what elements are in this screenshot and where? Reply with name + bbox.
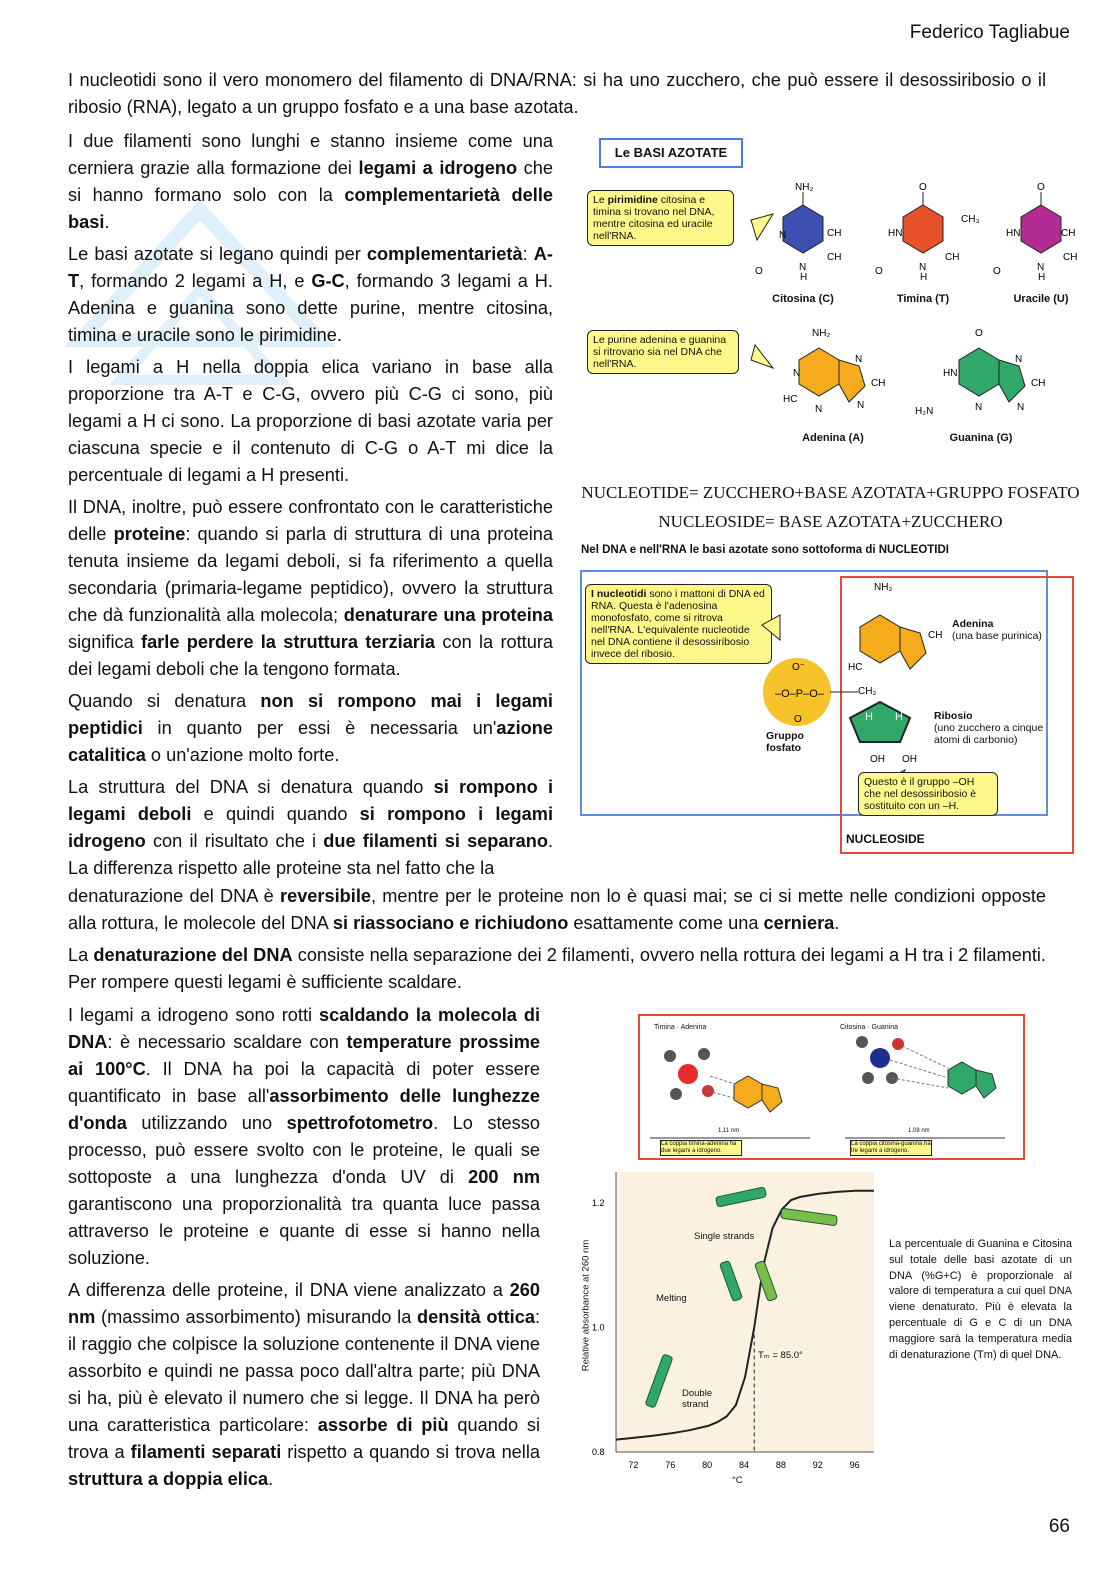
nucleotide-definition: NUCLEOTIDE= ZUCCHERO+BASE AZOTATA+GRUPPO FOSFATO — [581, 483, 1080, 502]
left-column-bottom — [68, 1002, 540, 1498]
label-phosphate: Gruppo fosfato — [766, 730, 804, 754]
x-tick-label: 76 — [665, 1460, 676, 1470]
x-tick-label: 72 — [628, 1460, 639, 1470]
figure-nitrogen-bases — [583, 130, 1083, 460]
svg-text:O⁻: O⁻ — [792, 662, 806, 673]
label-c-g: Citosina · Guanina — [840, 1024, 898, 1031]
svg-text:H: H — [1038, 272, 1046, 283]
svg-text:N: N — [857, 400, 865, 411]
svg-text:NH₂: NH₂ — [795, 182, 814, 193]
callout-nucleotides: I nucleotidi sono i mattoni di DNA ed RNA. Questa è l'adenosina monofosfato, come si ritrova nell'RNA. L'equivalente nucleotide nel DNA contiene il desossiribosio invece del ribosio. — [585, 584, 772, 664]
adenine-molecule — [783, 328, 885, 415]
y-tick-label: 1.2 — [592, 1198, 605, 1209]
svg-text:CH₃: CH₃ — [961, 214, 980, 225]
label-uracil: Uracile (U) — [1013, 293, 1069, 305]
svg-text:HN: HN — [943, 368, 958, 379]
svg-text:N: N — [855, 354, 863, 365]
caption-t-a: La coppia timina-adenina ha due legami a idrogeno. — [660, 1140, 742, 1156]
svg-text:CH: CH — [945, 252, 960, 263]
svg-text:N: N — [1015, 354, 1023, 365]
svg-text:N: N — [975, 402, 983, 413]
svg-text:N: N — [1037, 262, 1045, 273]
paragraph-3: I legami a H nella doppia elica variano in base alla proporzione tra A-T e C-G, ovvero più C-G ci sono, più legami a H ci sono. La proporzione di basi azotate varia per ciascuna specie e il contenuto di C-G o A-T mi dice la percentuale di legami a H presenti. — [68, 357, 553, 485]
x-tick-label: 80 — [702, 1460, 713, 1470]
svg-text:N: N — [779, 230, 787, 241]
distance-t-a: 1,11 nm — [718, 1128, 740, 1134]
svg-text:N: N — [1017, 402, 1025, 413]
svg-text:N: N — [919, 262, 927, 273]
svg-text:NH₂: NH₂ — [874, 582, 893, 593]
paragraph-8: I legami a idrogeno sono rotti scaldando la molecola di DNA: è necessario scaldare con temperature prossime ai 100°C. Il DNA ha poi la capacità di poter essere quantificato in base all'assorbimento delle lunghezze d'onda utilizzando uno spettrofotometro. Lo stesso processo, può essere svolto con le proteine, le quali se sottoposte a una lunghezza d'onda UV di 200 nm garantiscono una proporzionalità tra quanta luce passa attraverso le proteine e quante di esse si hanno nella soluzione. — [68, 1005, 540, 1268]
x-tick-label: 88 — [775, 1460, 786, 1470]
nucleotide-adenine — [848, 582, 942, 673]
uracil-molecule — [993, 182, 1077, 283]
paragraph-7: La denaturazione del DNA consiste nella separazione dei 2 filamenti, ovvero nella rottura dei legami a H tra i 2 filamenti. Per rompere questi legami è sufficiente scaldare. — [68, 945, 1046, 992]
svg-text:N: N — [815, 404, 823, 415]
nucleoside-definition: NUCLEOSIDE= BASE AZOTATA+ZUCCHERO — [658, 512, 1003, 531]
label-adenine-base: Adenina (una base purinica) — [952, 618, 1042, 642]
y-tick-label: 0.8 — [592, 1447, 605, 1457]
nucleotide-definitions — [563, 478, 1098, 536]
svg-text:CH: CH — [871, 378, 886, 389]
callout-pyrimidines: Le pirimidine citosina e timina si trovano nel DNA, mentre citosina ed uracile nell'RNA. — [587, 190, 734, 246]
label-thymine: Timina (T) — [896, 293, 950, 305]
svg-text:–O–P–O–: –O–P–O– — [775, 688, 824, 700]
label-guanine: Guanina (G) — [949, 432, 1013, 444]
paragraph-6-continued: denaturazione del DNA è reversibile, mentre per le proteine non lo è quasi mai; se ci si mette nelle condizioni opposte alla rottura, le molecole del DNA si riassociano e richiudono esattamente come una cerniera. — [68, 886, 1046, 933]
svg-text:HN: HN — [1006, 228, 1021, 239]
svg-text:N: N — [793, 368, 801, 379]
svg-text:CH: CH — [1061, 228, 1076, 239]
callout-purines: Le purine adenina e guanina si ritrovano sia nel DNA che nell'RNA. — [587, 330, 739, 374]
plot-background — [616, 1172, 874, 1452]
y-axis-label: Relative absorbance at 260 nm — [580, 1239, 592, 1372]
paragraph-4: Il DNA, inoltre, può essere confrontato con le caratteristiche delle proteine: quando si parla di struttura di una proteina tenuta insieme da legami deboli, si fa riferimento a quella secondaria (primaria-legame peptidico), ovvero la struttura che dà funzionalità alla molecola; denaturare una proteina significa farle perdere la struttura terziaria con la rottura dei legami deboli che la tengono formata. — [68, 497, 554, 679]
svg-text:CH: CH — [827, 228, 842, 239]
svg-text:H: H — [895, 711, 903, 723]
paragraph-2: Le basi azotate si legano quindi per complementarietà: A-T, formando 2 legami a H, e G-C, formando 3 legami a H. Adenina e guanina sono dette purine, mentre citosina, timina e uracile sono le pirimidine. — [68, 244, 553, 345]
svg-text:H: H — [920, 272, 928, 283]
svg-text:CH₂: CH₂ — [858, 686, 877, 697]
svg-text:O: O — [794, 714, 802, 725]
figure-title-box: Le BASI AZOTATE — [599, 138, 743, 168]
base-pairs-structures — [640, 1016, 1023, 1158]
cytosine-guanine-pair — [845, 1036, 1005, 1138]
nucleotide-subtitle: Nel DNA e nell'RNA le basi azotate sono sottoforma di NUCLEOTIDI — [581, 544, 950, 556]
svg-text:O: O — [1037, 182, 1045, 193]
svg-text:HC: HC — [783, 394, 798, 405]
page-number: 66 — [1048, 1516, 1070, 1537]
svg-text:CH: CH — [1063, 252, 1078, 263]
svg-text:N: N — [799, 262, 807, 273]
annotation-melting: Melting — [656, 1293, 687, 1304]
gc-content-note: La percentuale di Guanina e Citosina sul totale delle basi azotate di un DNA (%G+C) è proporzionale al valore di temperatura a cui quel DNA viene denaturato. Più è elevata la percentuale di G e C di un DNA maggiore sarà la temperatura media di denaturazione (Tm) di quel DNA. — [889, 1238, 1072, 1361]
svg-text:O: O — [919, 182, 927, 193]
tm-label: Tₘ = 85.0° — [758, 1350, 803, 1361]
melting-curve-figure — [566, 1170, 886, 1490]
svg-text:CH: CH — [928, 630, 943, 641]
svg-text:NH₂: NH₂ — [812, 328, 831, 339]
label-adenine: Adenina (A) — [802, 432, 864, 444]
label-t-a: Timina · Adenina — [654, 1024, 707, 1031]
paragraph-6: La struttura del DNA si denatura quando si rompono i legami deboli e quindi quando si rompono i legami idrogeno con il risultato che i due filamenti si separano. La differenza rispetto alle proteine sta nel fatto che la — [68, 777, 554, 878]
paragraph-9: A differenza delle proteine, il DNA viene analizzato a 260 nm (massimo assorbimento) misurando la densità ottica: il raggio che colpisce la soluzione contenente il DNA viene assorbito e quindi ne passa poco dall'altra parte; più DNA si ha, più è elevato il numero che si legge. Il DNA ha però una caratteristica particolare: assorbe di più quando si trova a filamenti separati rispetto a quando si trova nella struttura a doppia elica. — [68, 1280, 540, 1489]
thymine-molecule — [875, 182, 980, 283]
caption-c-g: La coppia citosina-guanina ha tre legami a idrogeno. — [851, 1141, 931, 1154]
thymine-adenine-pair — [650, 1048, 810, 1138]
paragraph-1: I due filamenti sono lunghi e stanno insieme come una cerniera grazie alla formazione dei legami a idrogeno che si hanno formano solo con la complementarietà delle basi. — [68, 131, 553, 232]
label-cytosine: Citosina (C) — [772, 293, 834, 305]
left-column-top — [68, 128, 553, 887]
full-width-middle — [68, 883, 1046, 1001]
callout-oh-group: Questo è il gruppo –OH che nel desossiribosio è sostituito con un –H. — [858, 772, 998, 816]
label-nucleoside: NUCLEOSIDE — [846, 832, 925, 846]
x-axis-label: °C — [732, 1475, 743, 1486]
svg-text:O: O — [755, 266, 763, 277]
paragraph-5: Quando si denatura non si rompono mai i legami peptidici in quanto per essi è necessaria un'azione catalitica o un'azione molto forte. — [68, 691, 553, 765]
svg-text:H₂N: H₂N — [915, 406, 934, 417]
svg-text:O: O — [975, 328, 983, 339]
annotation-single-strands: Single strands — [694, 1231, 755, 1242]
svg-text:CH: CH — [827, 252, 842, 263]
svg-text:H: H — [865, 711, 873, 723]
svg-text:OH: OH — [902, 754, 917, 765]
intro-paragraph: I nucleotidi sono il vero monomero del filamento di DNA/RNA: si ha uno zucchero, che può essere il desossiribosio o il ribosio (RNA), legato a un gruppo fosfato e a una base azotata. — [68, 70, 1046, 117]
distance-c-g: 1,08 nm — [908, 1128, 930, 1134]
label-ribose: Ribosio (uno zucchero a cinque atomi di carbonio) — [934, 710, 1044, 746]
author-name: Federico Tagliabue — [909, 22, 1070, 43]
x-tick-label: 84 — [739, 1460, 750, 1470]
svg-text:HC: HC — [848, 662, 863, 673]
svg-text:O: O — [875, 266, 883, 277]
y-tick-label: 1.0 — [592, 1322, 605, 1333]
svg-text:H: H — [800, 272, 808, 283]
svg-text:OH: OH — [870, 754, 885, 765]
x-tick-label: 96 — [849, 1460, 860, 1470]
x-tick-label: 92 — [812, 1460, 823, 1470]
svg-text:O: O — [993, 266, 1001, 277]
annotation-double-strand: Double strand — [682, 1388, 713, 1410]
melting-curve-chart — [566, 1170, 886, 1490]
svg-text:CH: CH — [1031, 378, 1046, 389]
svg-text:HN: HN — [888, 228, 903, 239]
figure-base-pairs — [638, 1014, 1025, 1160]
guanine-molecule — [915, 328, 1045, 417]
cytosine-molecule — [755, 182, 841, 283]
